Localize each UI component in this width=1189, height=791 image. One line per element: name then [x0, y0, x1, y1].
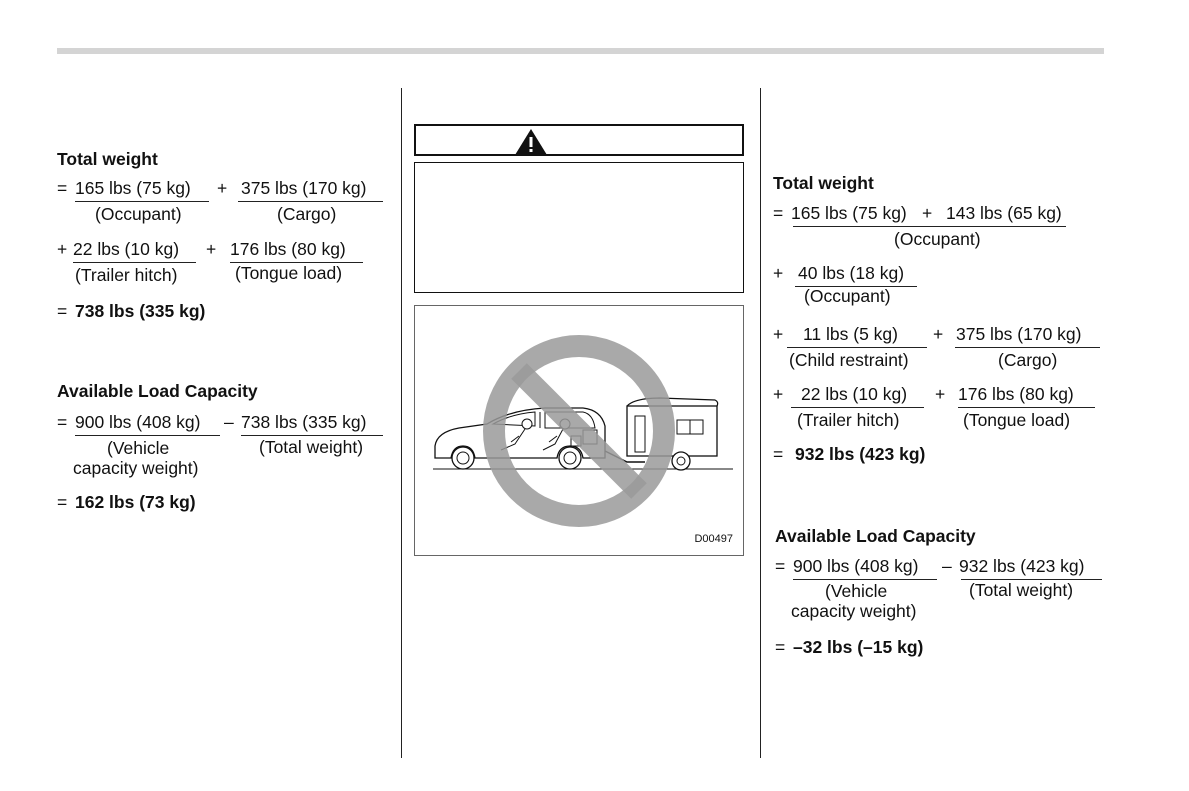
vehicle-caption: (Vehicle	[107, 438, 170, 458]
column-divider-left	[401, 88, 402, 758]
plus-sign: +	[773, 384, 784, 404]
figure-code: D00497	[694, 533, 733, 545]
underline	[75, 201, 209, 202]
equals-sign: =	[775, 637, 786, 657]
cargo-caption: (Cargo)	[277, 204, 337, 224]
vehicle-capacity-weight: 900 lbs (408 kg)	[75, 412, 201, 432]
occupant-caption-3: (Occupant)	[804, 286, 891, 306]
tongue-load-weight: 176 lbs (80 kg)	[230, 239, 346, 259]
equals-sign: =	[57, 178, 68, 198]
total-weight-heading: Total weight	[57, 149, 158, 169]
column-divider-right	[760, 88, 761, 758]
equals-sign: =	[775, 556, 786, 576]
child-restraint-caption: (Child restraint)	[789, 350, 909, 370]
trailer-hitch-weight: 22 lbs (10 kg)	[73, 239, 180, 259]
trailer-hitch-caption: (Trailer hitch)	[797, 410, 900, 430]
warning-text-box	[414, 162, 744, 293]
minus-sign: –	[942, 556, 952, 576]
available-capacity-result: 162 lbs (73 kg)	[75, 492, 196, 512]
cargo-caption: (Cargo)	[998, 350, 1058, 370]
equals-sign: =	[57, 492, 68, 512]
vehicle-caption: (Vehicle	[825, 581, 888, 601]
vehicle-capacity-weight: 900 lbs (408 kg)	[793, 556, 919, 576]
underline	[793, 226, 1066, 227]
underline	[73, 262, 196, 263]
plus-sign: +	[935, 384, 946, 404]
equals-sign: =	[773, 444, 784, 464]
equals-sign: =	[57, 412, 68, 432]
equals-sign: =	[773, 203, 784, 223]
plus-sign: +	[933, 324, 944, 344]
towing-illustration	[414, 305, 744, 556]
child-restraint-weight: 11 lbs (5 kg)	[803, 324, 898, 344]
available-load-capacity-heading: Available Load Capacity	[57, 381, 258, 401]
trailer-hitch-weight: 22 lbs (10 kg)	[801, 384, 908, 404]
available-load-capacity-heading: Available Load Capacity	[775, 526, 976, 546]
plus-sign: +	[57, 239, 68, 259]
warning-banner	[414, 124, 744, 156]
plus-sign: +	[773, 324, 784, 344]
occupant-weight-3: 40 lbs (18 kg)	[798, 263, 905, 283]
plus-sign: +	[217, 178, 228, 198]
warning-icon	[514, 128, 548, 156]
total-weight-value: 738 lbs (335 kg)	[75, 301, 206, 321]
cargo-weight: 375 lbs (170 kg)	[956, 324, 1082, 344]
underline	[787, 347, 927, 348]
tongue-load-caption: (Tongue load)	[963, 410, 1071, 430]
capacity-weight-caption: capacity weight)	[73, 458, 199, 478]
underline	[238, 201, 383, 202]
total-weight-value: 932 lbs (423 kg)	[795, 444, 926, 464]
total-weight-subtrahend: 932 lbs (423 kg)	[959, 556, 1085, 576]
total-weight-caption: (Total weight)	[969, 580, 1074, 600]
underline	[791, 407, 924, 408]
capacity-weight-caption: capacity weight)	[791, 601, 917, 621]
available-capacity-result: –32 lbs (–15 kg)	[793, 637, 924, 657]
plus-sign: +	[922, 203, 933, 223]
header-rule	[57, 48, 1104, 54]
equals-sign: =	[57, 301, 68, 321]
occupant-weight: 165 lbs (75 kg)	[791, 203, 907, 223]
cargo-weight: 375 lbs (170 kg)	[241, 178, 367, 198]
total-weight-caption: (Total weight)	[259, 437, 364, 457]
minus-sign: –	[224, 412, 234, 432]
underline	[958, 407, 1095, 408]
total-weight-subtrahend: 738 lbs (335 kg)	[241, 412, 367, 432]
plus-sign: +	[773, 263, 784, 283]
occupant-caption: (Occupant)	[95, 204, 182, 224]
tongue-load-caption: (Tongue load)	[235, 263, 343, 283]
underline	[241, 435, 383, 436]
occupant-caption: (Occupant)	[894, 229, 981, 249]
tongue-load-weight: 176 lbs (80 kg)	[958, 384, 1074, 404]
underline	[75, 435, 220, 436]
total-weight-heading: Total weight	[773, 173, 874, 193]
underline	[955, 347, 1100, 348]
plus-sign: +	[206, 239, 217, 259]
trailer-hitch-caption: (Trailer hitch)	[75, 265, 178, 285]
underline	[793, 579, 937, 580]
occupant-weight-2: 143 lbs (65 kg)	[946, 203, 1062, 223]
overloaded-vehicle-towing-image	[415, 306, 743, 555]
occupant-weight: 165 lbs (75 kg)	[75, 178, 191, 198]
